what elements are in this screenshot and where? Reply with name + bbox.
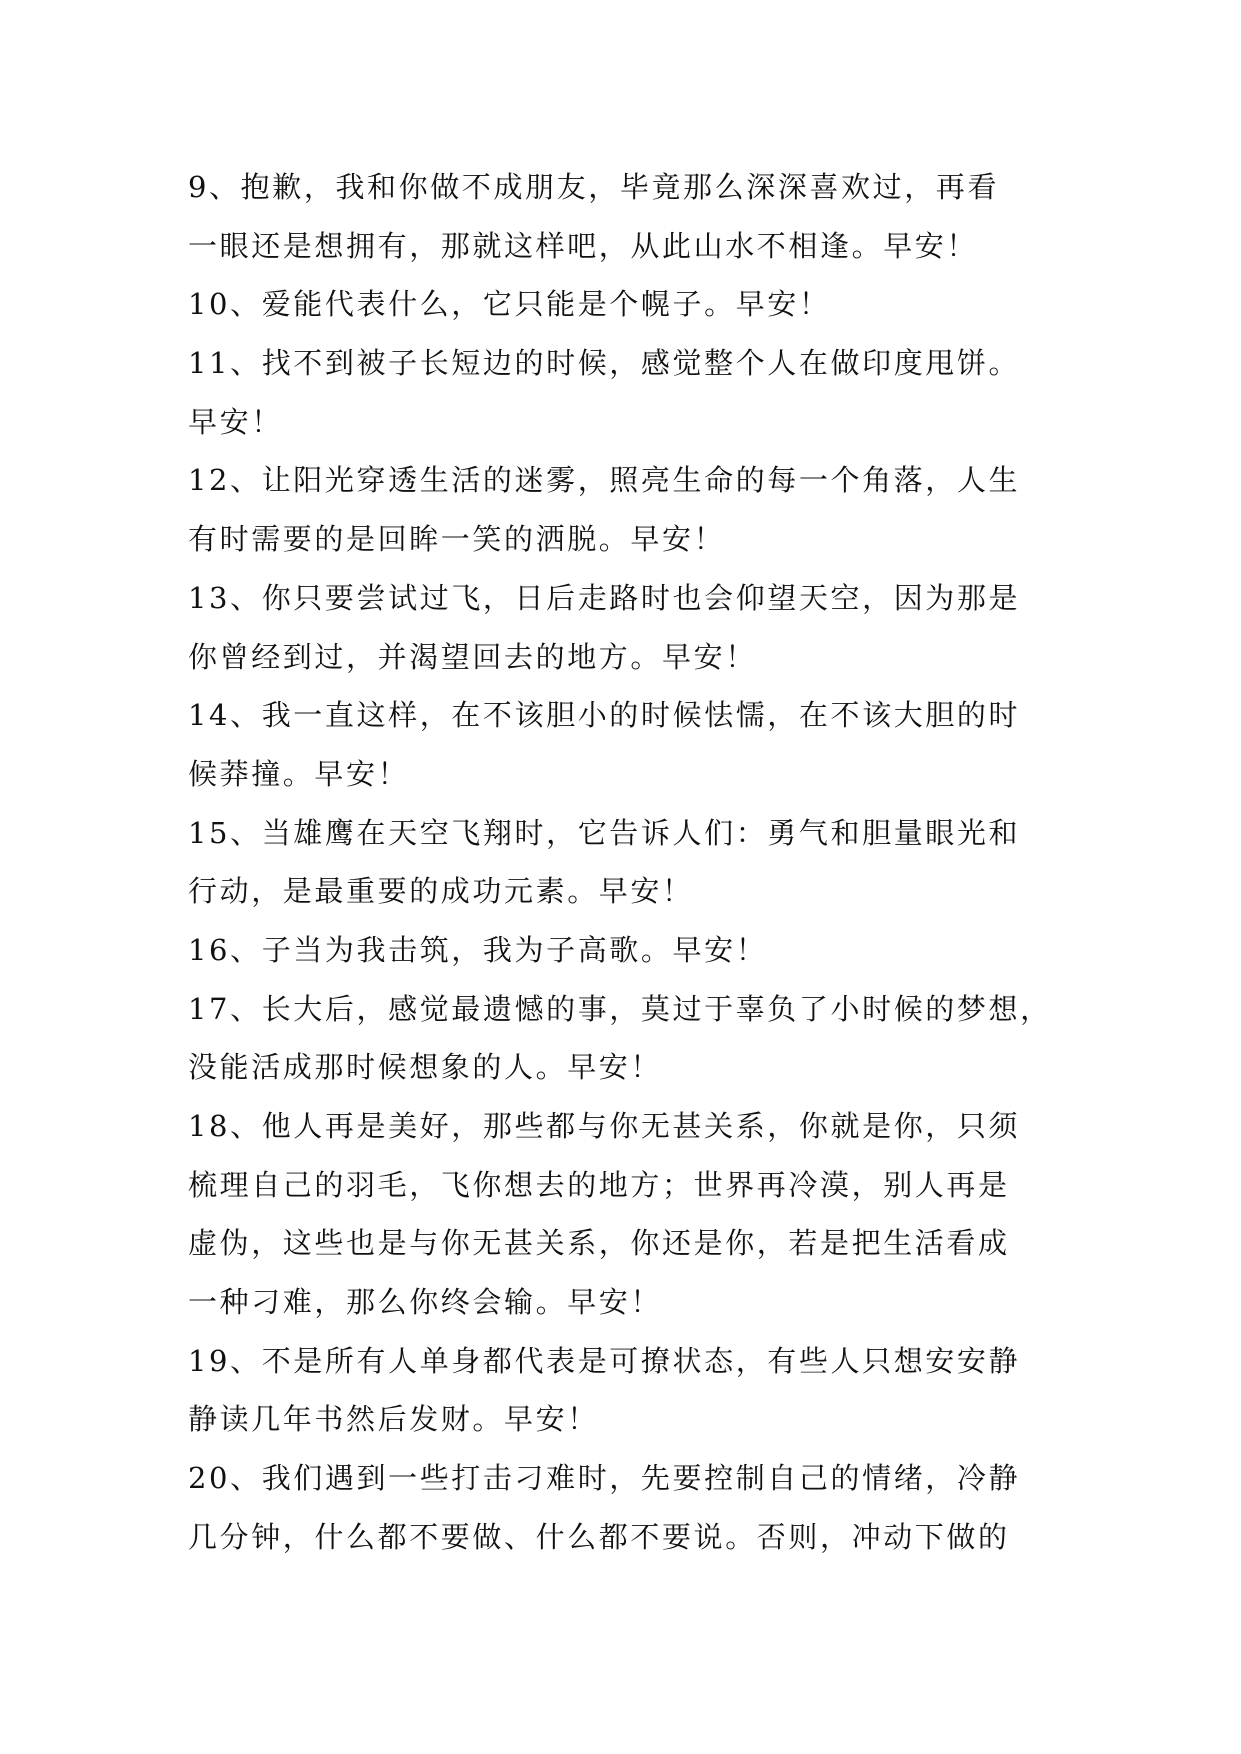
text-line: 13、你只要尝试过飞，日后走路时也会仰望天空，因为那是: [188, 580, 1021, 615]
text-line: 有时需要的是回眸一笑的洒脱。早安！: [188, 522, 726, 557]
text-line: 16、子当为我击筑，我为子高歌。早安！: [188, 932, 768, 967]
text-line: 一种刁难，那么你终会输。早安！: [188, 1285, 663, 1320]
text-line: 静读几年书然后发财。早安！: [188, 1402, 599, 1437]
text-line: 行动，是最重要的成功元素。早安！: [188, 874, 694, 909]
text-line: 早安！: [188, 404, 283, 439]
text-line: 没能活成那时候想象的人。早安！: [188, 1050, 663, 1085]
text-line: 14、我一直这样，在不该胆小的时候怯懦，在不该大胆的时: [188, 698, 1021, 733]
text-line: 候莽撞。早安！: [188, 756, 410, 791]
text-line: 一眼还是想拥有，那就这样吧，从此山水不相逢。早安！: [188, 228, 979, 263]
text-line: 虚伪，这些也是与你无甚关系，你还是你，若是把生活看成: [188, 1226, 1010, 1261]
text-line: 19、不是所有人单身都代表是可撩状态，有些人只想安安静: [188, 1343, 1021, 1378]
text-line: 11、找不到被子长短边的时候，感觉整个人在做印度甩饼。: [188, 346, 1021, 381]
text-line: 12、让阳光穿透生活的迷雾，照亮生命的每一个角落，人生: [188, 463, 1021, 498]
text-line: 20、我们遇到一些打击刁难时，先要控制自己的情绪，冷静: [188, 1461, 1021, 1496]
text-line: 你曾经到过，并渴望回去的地方。早安！: [188, 639, 757, 674]
text-line: 15、当雄鹰在天空飞翔时，它告诉人们：勇气和胆量眼光和: [188, 815, 1021, 850]
text-line: 10、爱能代表什么，它只能是个幌子。早安！: [188, 287, 831, 322]
text-line: 几分钟，什么都不要做、什么都不要说。否则，冲动下做的: [188, 1519, 1010, 1554]
document-body: [188, 158, 1068, 1567]
text-line: 18、他人再是美好，那些都与你无甚关系，你就是你，只须: [188, 1109, 1021, 1143]
text-line: 17、长大后，感觉最遗憾的事，莫过于辜负了小时候的梦想，: [188, 991, 1052, 1026]
text-line: 9、抱歉，我和你做不成朋友，毕竟那么深深喜欢过，再看: [188, 170, 1000, 204]
text-line: 梳理自己的羽毛，飞你想去的地方；世界再冷漠，别人再是: [188, 1167, 1010, 1202]
